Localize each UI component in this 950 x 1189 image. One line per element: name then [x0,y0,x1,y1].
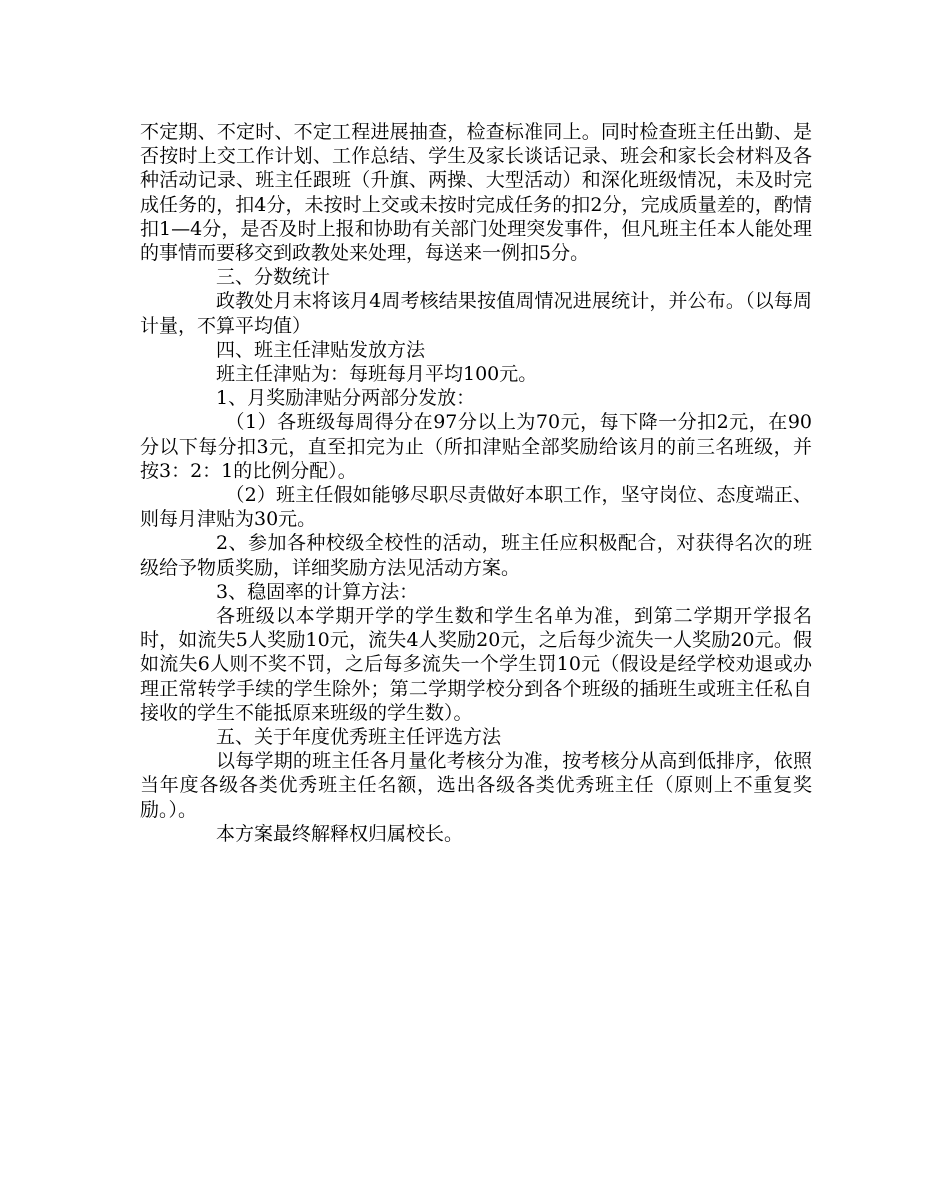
paragraph-allowance-amount: 班主任津贴为：每班每月平均100元。 [216,363,538,386]
heading-annual-selection: 五、关于年度优秀班主任评选方法 [216,726,502,749]
paragraph-retention-rules: 各班级以本学期开学的学生数和学生名单为准，到第二学期开学报名时，如流失5人奖励10元，流失4人奖励20元，之后每少流失一人奖励20元。假如流失6人则不奖不罚，之后每多流失一个学生罚10元（假设是经学校劝退或办理正常转学手续的学生除外；第二学期学校分到各个班级的插班生或班主任私自接收的学生不能抵原来班级的学生数）。 [140,605,812,724]
paragraph-final-interpretation: 本方案最终解释权归属校长。 [216,822,464,845]
paragraph-score-statistics: 政教处月末将该月4周考核结果按值周情况进展统计，并公布。（以每周计量，不算平均值） [140,290,812,337]
paragraph-monthly-bonus: 1、月奖励津贴分两部分发放： [216,387,476,410]
paragraph-activities: 2、参加各种校级全校性的活动，班主任应积极配合，对获得名次的班级给予物质奖励，详细奖励方法见活动方案。 [140,532,812,579]
paragraph-retention-method: 3、稳固率的计算方法： [216,580,419,603]
paragraph-bonus-item-2: （2）班主任假如能够尽职尽责做好本职工作，坚守岗位、态度端正、则每月津贴为30元。 [140,484,812,531]
heading-score-statistics: 三、分数统计 [216,266,331,289]
paragraph-bonus-item-1: （1）各班级每周得分在97分以上为70元，每下降一分扣2元，在90分以下每分扣3元，直至扣完为止（所扣津贴全部奖励给该月的前三名班级，并按3：2：1的比例分配）。 [140,411,812,482]
heading-allowance-method: 四、班主任津贴发放方法 [216,338,426,361]
document-body [140,120,812,846]
paragraph-annual-selection: 以每学期的班主任各月量化考核分为准，按考核分从高到低排序，依照当年度各级各类优秀班主任名额，选出各级各类优秀班主任（原则上不重复奖励。）。 [140,750,812,821]
paragraph-inspection-rules: 不定期、不定时、不定工程进展抽查，检查标准同上。同时检查班主任出勤、是否按时上交工作计划、工作总结、学生及家长谈话记录、班会和家长会材料及各种活动记录、班主任跟班（升旗、两操、大型活动）和深化班级情况，未及时完成任务的，扣4分，未按时上交或未按时完成任务的扣2分，完成质量差的，酌情扣1—4分，是否及时上报和协助有关部门处理突发事件，但凡班主任本人能处理的事情而要移交到政教处来处理，每送来一例扣5分。 [140,121,812,265]
